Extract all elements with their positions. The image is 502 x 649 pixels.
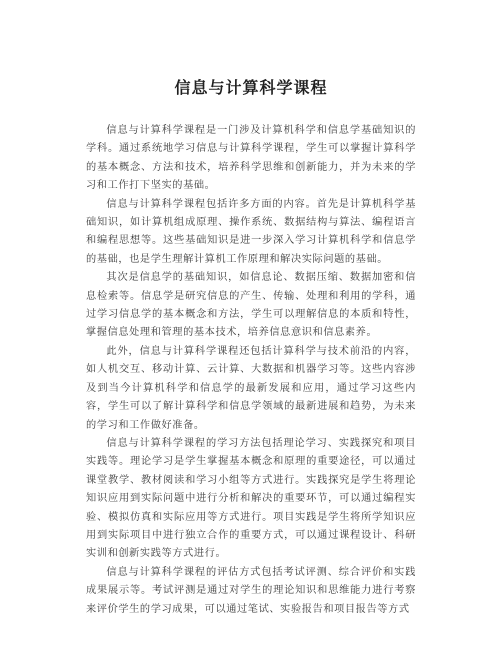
document-title: 信息与计算科学课程 (174, 78, 328, 97)
paragraph-informatics-basics: 其次是信息学的基础知识，如信息论、数据压缩、数据加密和信息检索等。信息学是研究信息的产生、传输、处理和利用的学科，通过学习信息学的基本概念和方法，学生可以理解信息的本质和特性，掌握信息处理和管理的基本技术，培养信息意识和信息素养。 (86, 272, 416, 339)
paragraph-intro: 信息与计算科学课程是一门涉及计算机科学和信息学基础知识的学科。通过系统地学习信息与计算科学课程，学生可以掌握计算科学的基本概念、方法和技术，培养科学思维和创新能力，并为未来的学习和工作打下坚实的基础。 (86, 125, 416, 192)
paragraph-assessment: 信息与计算科学课程的评估方式包括考试评测、综合评价和实践成果展示等。考试评测是通过对学生的理论知识和思维能力进行考察来评价学生的学习成果，可以通过笔试、实验报告和项目报告等方式 (86, 566, 416, 615)
paragraph-frontier-topics: 此外，信息与计算科学课程还包括计算科学与技术前沿的内容，如人机交互、移动计算、云计算、大数据和机器学习等。这些内容涉及到当今计算机科学和信息学的最新发展和应用，通过学习这些内容，学生可以了解计算科学和信息学领域的最新进展和趋势，为未来的学习和工作做好准备。 (86, 345, 416, 431)
paragraph-cs-basics: 信息与计算科学课程包括许多方面的内容。首先是计算机科学基础知识，如计算机组成原理、操作系统、数据结构与算法、编程语言和编程思想等。这些基础知识是进一步深入学习计算机科学和信息学的基础，也是学生理解计算机工作原理和解决实际问题的基础。 (86, 198, 416, 265)
paragraph-learning-methods: 信息与计算科学课程的学习方法包括理论学习、实践探究和项目实践等。理论学习是学生掌握基本概念和原理的重要途径，可以通过课堂教学、教材阅读和学习小组等方式进行。实践探究是学生将理论知识应用到实际问题中进行分析和解决的重要环节，可以通过编程实验、模拟仿真和实际应用等方式进行。项目实践是学生将所学知识应用到实际项目中进行独立合作的重要方式，可以通过课程设计、科研实训和创新实践等方式进行。 (86, 437, 416, 560)
